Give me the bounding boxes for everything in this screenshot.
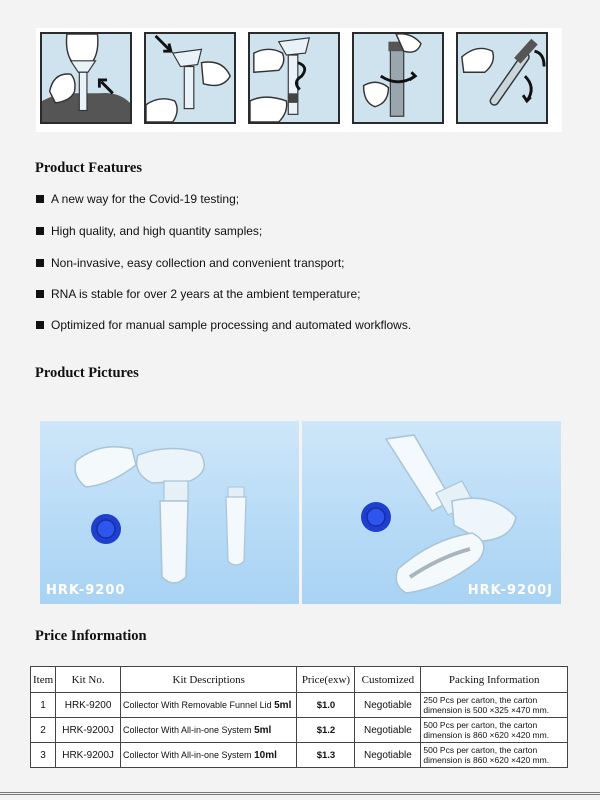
- cell-description: [121, 718, 297, 743]
- column-header-kit-no: Kit No.: [56, 667, 121, 693]
- cell-kit-no: HRK-9200J: [56, 718, 121, 743]
- spit-into-funnel-icon: [40, 32, 132, 124]
- column-header-packing-information: Packing Information: [421, 667, 568, 693]
- cell-customized: Negotiable: [355, 743, 421, 768]
- feature-item: [36, 256, 345, 270]
- product-features-heading: Product Features: [35, 160, 142, 176]
- product-label: HRK-9200: [46, 583, 126, 598]
- column-header-price: Price(exw): [297, 667, 355, 693]
- remove-funnel-icon: [248, 32, 340, 124]
- product-photo-hrk-9200j: [302, 421, 561, 604]
- table-row: [31, 718, 568, 743]
- description-text: Collector With All-in-one System: [123, 724, 252, 735]
- product-pictures-heading: Product Pictures: [35, 365, 139, 381]
- feature-item-text: Non-invasive, easy collection and convenient transport;: [51, 256, 345, 270]
- square-bullet-icon: [36, 259, 44, 267]
- feature-item-text: Optimized for manual sample processing and automated workflows.: [51, 318, 412, 332]
- insert-funnel-icon: [144, 32, 236, 124]
- packing-line-2: dimension is 500 ×325 ×470 mm.: [423, 705, 550, 715]
- cell-packing: [421, 743, 568, 768]
- screw-cap-icon: [352, 32, 444, 124]
- volume-text: 10ml: [254, 749, 277, 761]
- page-bottom-divider: [0, 792, 600, 795]
- cell-item: 3: [31, 743, 56, 768]
- product-label: HRK-9200J: [467, 583, 553, 598]
- feature-item: [36, 224, 262, 238]
- column-header-kit-descriptions: Kit Descriptions: [121, 667, 297, 693]
- feature-item-text: RNA is stable for over 2 years at the ambient temperature;: [51, 287, 361, 301]
- cell-kit-no: HRK-9200: [56, 693, 121, 718]
- cell-description: [121, 693, 297, 718]
- feature-item: [36, 287, 360, 301]
- table-row: [31, 743, 568, 768]
- price-information-heading: Price Information: [35, 628, 147, 644]
- cell-description: [121, 743, 297, 768]
- cell-price: $1.2: [297, 718, 355, 743]
- cell-kit-no: HRK-9200J: [56, 743, 121, 768]
- square-bullet-icon: [36, 195, 44, 203]
- table-header-row: [31, 667, 568, 693]
- column-header-item: Item: [31, 667, 56, 693]
- cell-packing: [421, 693, 568, 718]
- description-text: Collector With All-in-one System: [123, 749, 252, 760]
- instruction-steps-strip: [36, 28, 562, 132]
- cell-item: 1: [31, 693, 56, 718]
- volume-text: 5ml: [274, 699, 292, 711]
- packing-line-1: 250 Pcs per carton, the carton: [423, 695, 538, 705]
- packing-line-2: dimension is 860 ×620 ×420 mm.: [423, 730, 550, 740]
- feature-item: [36, 192, 239, 206]
- product-photo-hrk-9200: [40, 421, 299, 604]
- packing-line-2: dimension is 860 ×620 ×420 mm.: [423, 755, 550, 765]
- description-text: Collector With Removable Funnel Lid: [123, 699, 272, 710]
- packing-line-1: 500 Pcs per carton, the carton: [423, 720, 538, 730]
- feature-item-text: A new way for the Covid-19 testing;: [51, 192, 240, 206]
- square-bullet-icon: [36, 321, 44, 329]
- shake-tube-icon: [456, 32, 548, 124]
- feature-item-text: High quality, and high quantity samples;: [51, 224, 263, 238]
- table-row: [31, 693, 568, 718]
- square-bullet-icon: [36, 290, 44, 298]
- column-header-customized: Customized: [355, 667, 421, 693]
- cell-customized: Negotiable: [355, 718, 421, 743]
- square-bullet-icon: [36, 227, 44, 235]
- volume-text: 5ml: [254, 724, 272, 736]
- feature-item: [36, 318, 411, 332]
- price-table: [30, 666, 568, 768]
- cell-price: $1.0: [297, 693, 355, 718]
- packing-line-1: 500 Pcs per carton, the carton: [423, 745, 538, 755]
- cell-price: $1.3: [297, 743, 355, 768]
- cell-customized: Negotiable: [355, 693, 421, 718]
- cell-item: 2: [31, 718, 56, 743]
- cell-packing: [421, 718, 568, 743]
